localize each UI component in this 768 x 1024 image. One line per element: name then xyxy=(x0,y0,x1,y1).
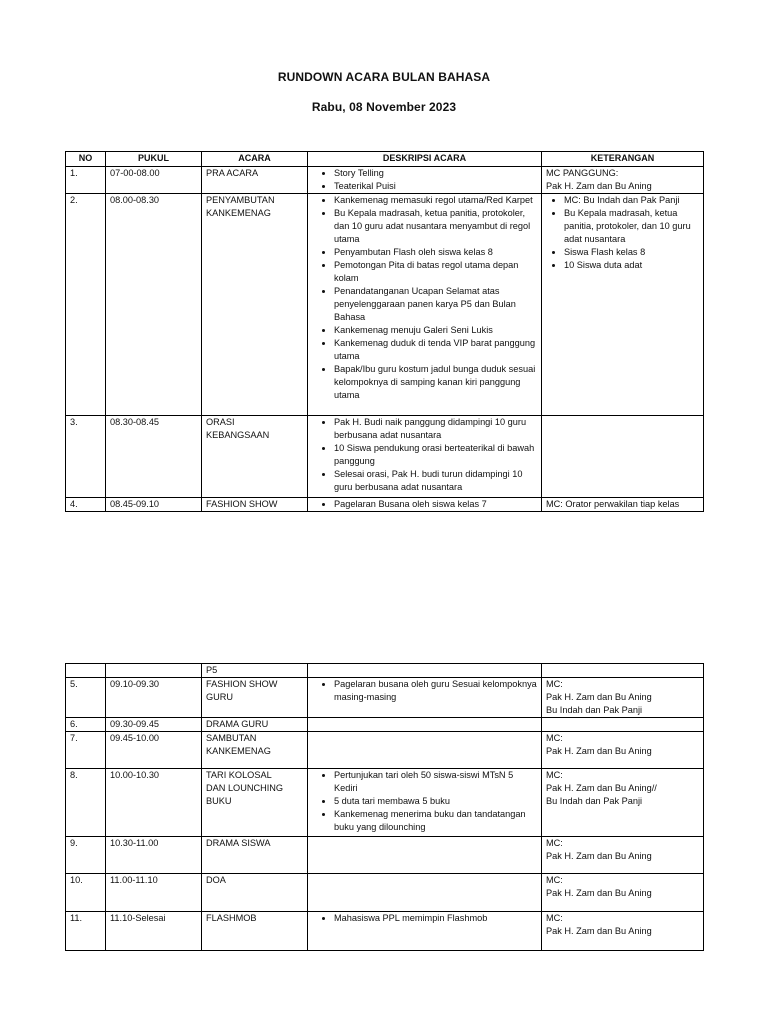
cell-pukul: 09.45-10.00 xyxy=(106,732,202,769)
cell-acara xyxy=(202,837,308,874)
cell-keterangan xyxy=(542,167,704,194)
cell-deskripsi xyxy=(308,664,542,678)
deskripsi-list xyxy=(312,194,537,402)
cell-keterangan xyxy=(542,732,704,769)
table-row xyxy=(66,664,704,678)
keterangan-line: Bu Indah dan Pak Panji xyxy=(546,796,643,806)
keterangan-line: Pak H. Zam dan Bu Aning xyxy=(546,888,652,898)
deskripsi-item: • Pagelaran Busana oleh siswa kelas 7 xyxy=(334,498,537,511)
deskripsi-item: • Story Telling xyxy=(334,167,537,180)
cell-acara xyxy=(202,498,308,512)
cell-acara xyxy=(202,912,308,951)
keterangan-line: MC: xyxy=(546,875,563,885)
cell-pukul: 10.00-10.30 xyxy=(106,769,202,837)
cell-keterangan xyxy=(542,769,704,837)
keterangan-line: MC: xyxy=(546,770,563,780)
cell-pukul: 09.30-09.45 xyxy=(106,718,202,732)
keterangan-line: MC: xyxy=(546,679,563,689)
deskripsi-item: • Kankemenag menerima buku dan tandatangan buku yang dilounching xyxy=(334,808,537,834)
cell-deskripsi xyxy=(308,874,542,912)
acara-line: DOA xyxy=(206,875,226,885)
deskripsi-list xyxy=(312,678,537,704)
rundown-table-page-1 xyxy=(65,151,704,512)
cell-acara xyxy=(202,664,308,678)
cell-acara xyxy=(202,678,308,718)
acara-line: FASHION SHOW xyxy=(206,679,278,689)
cell-no: 3. xyxy=(66,416,106,498)
keterangan-line: Pak H. Zam dan Bu Aning xyxy=(546,926,652,936)
deskripsi-list xyxy=(312,769,537,834)
cell-no: 2. xyxy=(66,194,106,416)
cell-keterangan xyxy=(542,874,704,912)
cell-deskripsi xyxy=(308,718,542,732)
cell-pukul: 11.00-11.10 xyxy=(106,874,202,912)
acara-line: TARI KOLOSAL xyxy=(206,770,272,780)
deskripsi-item: • Penyambutan Flash oleh siswa kelas 8 xyxy=(334,246,537,259)
keterangan-line: Pak H. Zam dan Bu Aning xyxy=(546,692,652,702)
cell-pukul: 08.45-09.10 xyxy=(106,498,202,512)
acara-line: SAMBUTAN xyxy=(206,733,257,743)
keterangan-line: MC: Orator perwakilan tiap kelas xyxy=(546,499,680,509)
deskripsi-item: • 10 Siswa pendukung orasi berteaterikal di bawah panggung xyxy=(334,442,537,468)
cell-pukul xyxy=(106,664,202,678)
table-header-row xyxy=(66,152,704,167)
cell-pukul: 07-00-08.00 xyxy=(106,167,202,194)
keterangan-line: Pak H. Zam dan Bu Aning xyxy=(546,746,652,756)
acara-line: KEBANGSAAN xyxy=(206,430,270,440)
cell-no: 5. xyxy=(66,678,106,718)
deskripsi-item: • Pak H. Budi naik panggung didampingi 10 guru berbusana adat nusantara xyxy=(334,416,537,442)
table-row xyxy=(66,416,704,498)
acara-line: DRAMA GURU xyxy=(206,719,269,729)
cell-keterangan xyxy=(542,678,704,718)
cell-no xyxy=(66,664,106,678)
header-no: NO xyxy=(66,152,106,167)
cell-no: 6. xyxy=(66,718,106,732)
cell-deskripsi xyxy=(308,732,542,769)
header-keterangan: KETERANGAN xyxy=(542,152,704,167)
deskripsi-item: • Pertunjukan tari oleh 50 siswa-siswi MTsN 5 Kediri xyxy=(334,769,537,795)
cell-no: 8. xyxy=(66,769,106,837)
cell-deskripsi xyxy=(308,837,542,874)
cell-pukul: 08.00-08.30 xyxy=(106,194,202,416)
cell-keterangan xyxy=(542,498,704,512)
acara-line: ORASI xyxy=(206,417,235,427)
deskripsi-list xyxy=(312,498,537,511)
deskripsi-item: • Kankemenag memasuki regol utama/Red Karpet xyxy=(334,194,537,207)
keterangan-item: • Siswa Flash kelas 8 xyxy=(564,246,699,259)
rundown-table-page-2 xyxy=(65,663,704,951)
keterangan-line: MC: xyxy=(546,733,563,743)
acara-line: PENYAMBUTAN xyxy=(206,195,275,205)
keterangan-line: Bu Indah dan Pak Panji xyxy=(546,705,643,715)
header-acara: ACARA xyxy=(202,152,308,167)
cell-deskripsi xyxy=(308,769,542,837)
acara-line: DAN LOUNCHING xyxy=(206,783,284,793)
cell-keterangan xyxy=(542,664,704,678)
deskripsi-item: • Pagelaran busana oleh guru Sesuai kelompoknya masing-masing xyxy=(334,678,537,704)
keterangan-list xyxy=(546,194,699,272)
cell-acara xyxy=(202,167,308,194)
table-row xyxy=(66,912,704,951)
keterangan-line: Pak H. Zam dan Bu Aning xyxy=(546,181,652,191)
deskripsi-list xyxy=(312,912,537,925)
acara-line: KANKEMENAG xyxy=(206,746,271,756)
cell-no: 9. xyxy=(66,837,106,874)
header-deskripsi: DESKRIPSI ACARA xyxy=(308,152,542,167)
deskripsi-item: • 5 duta tari membawa 5 buku xyxy=(334,795,537,808)
keterangan-line: MC: xyxy=(546,838,563,848)
cell-no: 7. xyxy=(66,732,106,769)
deskripsi-item: • Bapak/Ibu guru kostum jadul bunga duduk sesuai kelompoknya di samping kanan kiri panggung utama xyxy=(334,363,537,402)
acara-line: KANKEMENAG xyxy=(206,208,271,218)
cell-pukul: 08.30-08.45 xyxy=(106,416,202,498)
deskripsi-list xyxy=(312,167,537,193)
cell-deskripsi xyxy=(308,167,542,194)
cell-pukul: 09.10-09.30 xyxy=(106,678,202,718)
keterangan-line: Pak H. Zam dan Bu Aning// xyxy=(546,783,657,793)
cell-acara xyxy=(202,718,308,732)
cell-acara xyxy=(202,874,308,912)
deskripsi-item: • Pemotongan Pita di batas regol utama depan kolam xyxy=(334,259,537,285)
keterangan-line: MC PANGGUNG: xyxy=(546,168,619,178)
table-row xyxy=(66,718,704,732)
cell-deskripsi xyxy=(308,678,542,718)
keterangan-item: • Bu Kepala madrasah, ketua panitia, protokoler, dan 10 guru adat nusantara xyxy=(564,207,699,246)
table-row xyxy=(66,732,704,769)
deskripsi-item: • Kankemenag menuju Galeri Seni Lukis xyxy=(334,324,537,337)
deskripsi-item: • Teaterikal Puisi xyxy=(334,180,537,193)
table-row xyxy=(66,769,704,837)
table-row xyxy=(66,837,704,874)
deskripsi-item: • Selesai orasi, Pak H. budi turun didampingi 10 guru berbusana adat nusantara xyxy=(334,468,537,494)
table-row xyxy=(66,194,704,416)
cell-deskripsi xyxy=(308,912,542,951)
cell-pukul: 10.30-11.00 xyxy=(106,837,202,874)
acara-line: FASHION SHOW xyxy=(206,499,278,509)
table-row xyxy=(66,874,704,912)
cell-acara xyxy=(202,194,308,416)
deskripsi-item: • Kankemenag duduk di tenda VIP barat panggung utama xyxy=(334,337,537,363)
keterangan-line: MC: xyxy=(546,913,563,923)
acara-line: PRA ACARA xyxy=(206,168,259,178)
cell-acara xyxy=(202,416,308,498)
cell-keterangan xyxy=(542,912,704,951)
deskripsi-list xyxy=(312,416,537,494)
table-row xyxy=(66,167,704,194)
document-title: RUNDOWN ACARA BULAN BAHASA xyxy=(277,70,491,84)
cell-deskripsi xyxy=(308,194,542,416)
table-row xyxy=(66,498,704,512)
header-pukul: PUKUL xyxy=(106,152,202,167)
cell-deskripsi xyxy=(308,498,542,512)
acara-line: FLASHMOB xyxy=(206,913,257,923)
cell-deskripsi xyxy=(308,416,542,498)
acara-line: P5 xyxy=(206,665,218,675)
cell-no: 1. xyxy=(66,167,106,194)
cell-keterangan xyxy=(542,416,704,498)
keterangan-item: • 10 Siswa duta adat xyxy=(564,259,699,272)
cell-no: 11. xyxy=(66,912,106,951)
cell-keterangan xyxy=(542,837,704,874)
deskripsi-item: • Bu Kepala madrasah, ketua panitia, protokoler, dan 10 guru adat nusantara menyambut di regol utama xyxy=(334,207,537,246)
cell-no: 4. xyxy=(66,498,106,512)
cell-keterangan xyxy=(542,194,704,416)
acara-line: DRAMA SISWA xyxy=(206,838,271,848)
table-row xyxy=(66,678,704,718)
cell-no: 10. xyxy=(66,874,106,912)
cell-pukul: 11.10-Selesai xyxy=(106,912,202,951)
deskripsi-item: • Penandatanganan Ucapan Selamat atas penyelenggaraan panen karya P5 dan Bulan Bahasa xyxy=(334,285,537,324)
deskripsi-item: • Mahasiswa PPL memimpin Flashmob xyxy=(334,912,537,925)
acara-line: BUKU xyxy=(206,796,232,806)
document-date: Rabu, 08 November 2023 xyxy=(311,100,457,114)
cell-acara xyxy=(202,769,308,837)
keterangan-line: Pak H. Zam dan Bu Aning xyxy=(546,851,652,861)
cell-acara xyxy=(202,732,308,769)
keterangan-item: • MC: Bu Indah dan Pak Panji xyxy=(564,194,699,207)
acara-line: GURU xyxy=(206,692,234,702)
cell-keterangan xyxy=(542,718,704,732)
